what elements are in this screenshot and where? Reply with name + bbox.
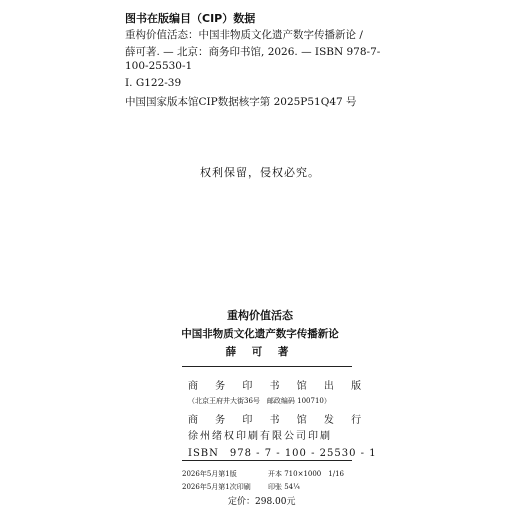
divider-bottom [182,460,352,461]
book-title: 重构价值活态 [227,309,293,322]
publisher-address: （北京王府井大街36号 邮政编码 100710） [188,397,331,405]
cip-line-1: 重构价值活态：中国非物质文化遗产数字传播新论 / [125,29,363,41]
book-format: 开本 710×1000 1/16 [268,470,344,478]
distributor-line: 商 务 印 书 馆 发 行 [188,415,369,426]
printing-date: 2026年5月第1次印刷 [182,483,251,491]
cip-line-3: 100-25530-1 [125,60,193,72]
isbn-line: ISBN 978 - 7 - 100 - 25530 - 1 [188,448,377,459]
divider-top [182,366,352,367]
cip-title: 图书在版编目（CIP）数据 [125,12,256,25]
price: 定价：298.00元 [228,497,296,507]
cip-line-4: Ⅰ. G122-39 [125,77,182,89]
cip-line-5: 中国国家版本馆CIP数据核字第 2025P51Q47 号 [125,96,357,108]
rights-notice: 权利保留，侵权必究。 [200,166,320,179]
printed-sheets: 印张 54¼ [268,483,300,491]
printer-line: 徐州绪权印刷有限公司印刷 [188,431,332,442]
book-subtitle: 中国非物质文化遗产数字传播新论 [181,328,339,340]
cip-line-2: 薛可著. — 北京：商务印书馆, 2026. — ISBN 978-7- [125,46,381,58]
edition-date: 2026年5月第1版 [182,470,237,478]
book-author: 薛 可 著 [225,346,295,358]
publisher-line: 商 务 印 书 馆 出 版 [188,381,369,392]
